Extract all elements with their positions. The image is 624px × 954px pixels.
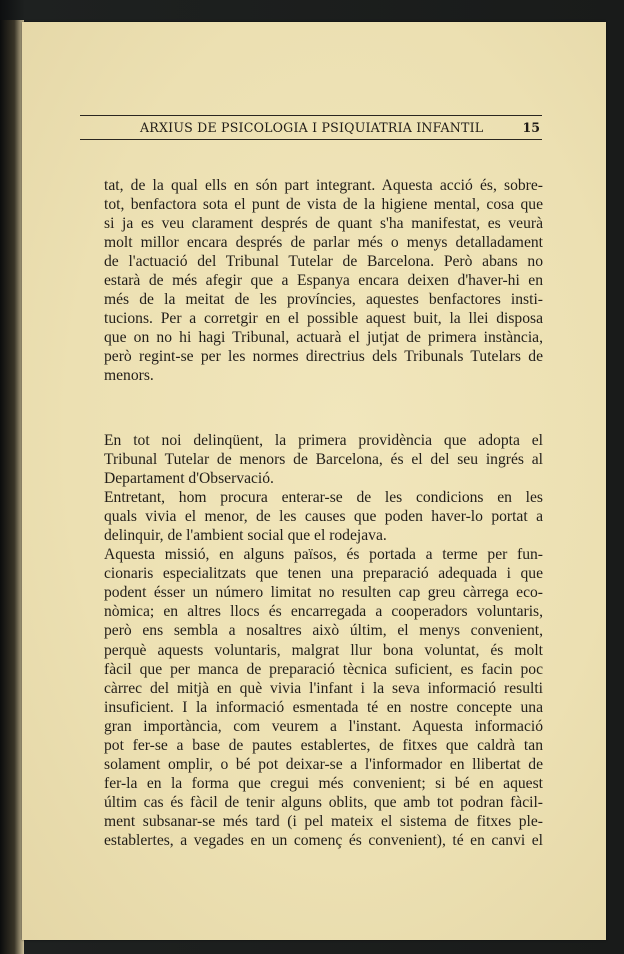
text-block-lower <box>104 431 543 850</box>
text-line: Aquesta missió, en alguns països, és portada a terme per fun- <box>104 546 543 564</box>
text-line: però regint-se per les normes directrius dels Tribunals Tutelars de <box>104 348 543 366</box>
paragraph-intro <box>104 431 543 488</box>
paragraph-conditions <box>104 488 543 545</box>
text-line: càrrec del mitjà en què vivia l'infant i la seva informació resulti <box>104 679 543 697</box>
text-line: Departament d'Observació. <box>104 470 274 488</box>
text-line: ment subsanar-se més tard (i pel mateix el sistema de fitxes ple- <box>104 812 543 830</box>
text-line: nòmica; en altres llocs és encarregada a cooperadors voluntaris, <box>104 603 543 621</box>
text-line: quals vivia el menor, de les causes que poden haver-lo portat a <box>104 508 543 526</box>
text-line: si ja es veu clarament després de quant s'ha manifestat, es veurà <box>104 215 543 233</box>
text-line: estarà de més afegir que a Espanya encara deixen d'haver-hi en <box>104 272 543 290</box>
text-line: fer-la en la forma que cregui més convenient; si bé en aquest <box>104 774 543 792</box>
text-line: però ens sembla a nosaltres això últim, el menys convenient, <box>104 622 543 640</box>
page-number: 15 <box>522 120 540 135</box>
text-line: En tot noi delinqüent, la primera providència que adopta el <box>104 432 543 449</box>
text-line: de l'actuació del Tribunal Tutelar de Barcelona. Però abans no <box>104 253 543 271</box>
text-line: perquè aquests voluntaris, malgrat llur bona voluntat, és molt <box>104 641 543 659</box>
text-line: insuficient. I la informació esmentada té en nostre concepte una <box>104 698 543 716</box>
text-line: tot, benfactora sota el punt de vista de la higiene mental, cosa que <box>104 196 543 214</box>
text-line: últim cas és fàcil de tenir alguns oblits, que amb tot podran fàcil- <box>104 793 543 811</box>
text-line: Tribunal Tutelar de menors de Barcelona, és el del seu ingrés al <box>104 451 543 469</box>
header-rule-top <box>80 115 542 116</box>
text-line: podent ésser un número limitat no resulten cap greu càrrega eco- <box>104 584 543 602</box>
text-block-upper <box>104 176 543 386</box>
text-line: fàcil que per manca de preparació tècnica suficient, es facin poc <box>104 660 543 678</box>
text-line: més de la meitat de les províncies, aquestes benfactores insti- <box>104 291 543 309</box>
text-line: menors. <box>104 367 154 385</box>
text-line: que on no hi hagi Tribunal, actuarà el jutjat de primera instància, <box>104 329 543 347</box>
text-line: molt millor encara després de parlar més o menys detalladament <box>104 234 543 252</box>
paragraph-continued <box>104 176 543 386</box>
text-line: delinquir, de l'ambient social que el rodejava. <box>104 527 387 545</box>
running-title: ARXIUS DE PSICOLOGIA I PSIQUIATRIA INFANTIL <box>140 120 484 135</box>
text-line: establertes, a vegades en un començ és convenient), té en canvi el <box>104 831 543 849</box>
text-line: cionaris especialitzats que tenen una preparació adequada i que <box>104 565 543 583</box>
header-rule-bottom <box>80 139 542 140</box>
text-line: tucions. Per a corretgir en el possible aquest buit, la llei disposa <box>104 310 543 328</box>
text-line: pot fer-se a base de pautes establertes, de fitxes que caldrà tan <box>104 736 543 754</box>
text-line: solament omplir, o bé pot deixar-se a l'informador en llibertat de <box>104 755 543 773</box>
book-gutter <box>0 20 24 954</box>
running-header <box>80 113 542 143</box>
paragraph-mission <box>104 545 543 850</box>
text-line: tat, de la qual ells en són part integrant. Aquesta acció és, sobre- <box>104 177 543 194</box>
text-line: Entretant, hom procura enterar-se de les condicions en les <box>104 489 543 507</box>
text-line: gran importància, com veurem a l'instant. Aquesta informació <box>104 717 543 735</box>
